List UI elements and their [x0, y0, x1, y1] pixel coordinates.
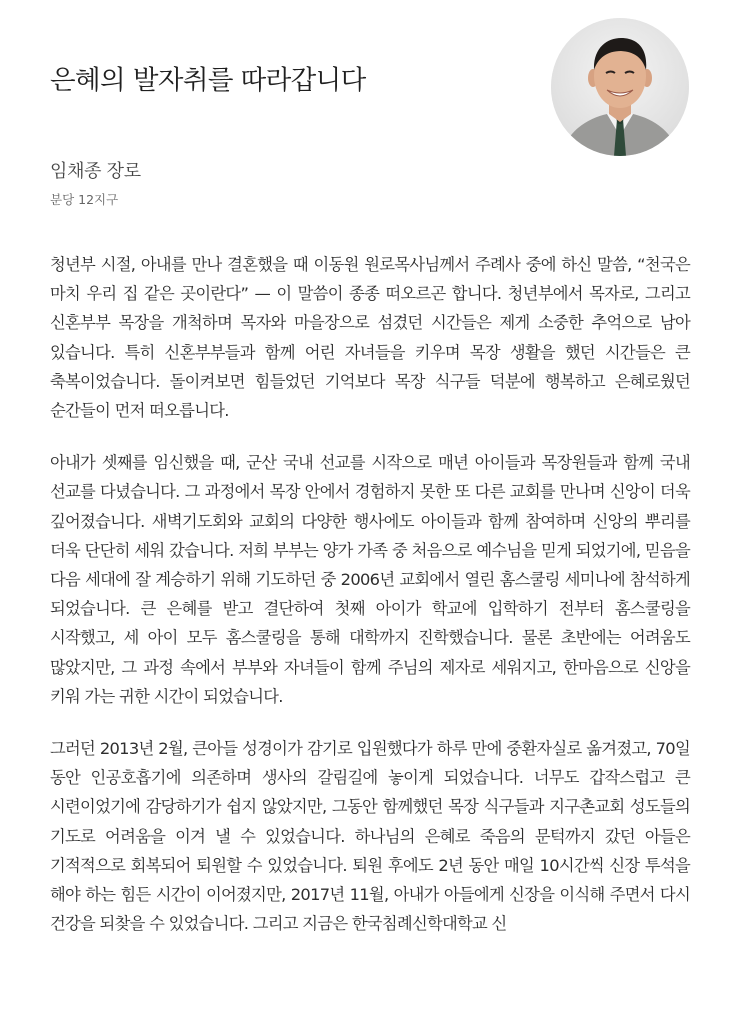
body-paragraph: 그러던 2013년 2월, 큰아들 성경이가 감기로 입원했다가 하루 만에 중환자실로 옮겨졌고, 70일 동안 인공호흡기에 의존하며 생사의 갈림길에 놓이게 되었습니다. 너무도 갑작스럽고 큰 시련이었기에 감당하기가 쉽지 않았지만, 그동안 함께했던 목장 식구들과 지구촌교회 성도들의 기도로 어려움을 이겨 낼 수 있었습니다. 하나님의 은혜로 죽음의 문턱까지 갔던 아들은 기적적으로 회복되어 퇴원할 수 있었습니다. 퇴원 후에도 2년 동안 매일 10시간씩 신장 투석을 해야 하는 힘든 시간이 이어졌지만, 2017년 11월, 아내가 아들에게 신장을 이식해 주면서 다시 건강을 되찾을 수 있었습니다. 그리고 지금은 한국침례신학대학교 신 [50, 739, 690, 934]
body-paragraph: 청년부 시절, 아내를 만나 결혼했을 때 이동원 원로목사님께서 주례사 중에 하신 말씀, “천국은 마치 우리 집 같은 곳이란다” — 이 말씀이 종종 떠오르곤 합니다. 청년부에서 목자로, 그리고 신혼부부 목장을 개척하며 목자와 마을장으로 섬겼던 시간들은 제게 소중한 추억으로 남아 있습니다. 특히 신혼부부들과 함께 어린 자녀들을 키우며 목장 생활을 했던 시간들은 큰 축복이었습니다. 돌이켜보면 힘들었던 기억보다 목장 식구들 덕분에 행복하고 은혜로웠던 순간들이 먼저 떠오릅니다. [50, 255, 690, 421]
author-portrait-photo [551, 18, 689, 156]
article-title: 은혜의 발자취를 따라갑니다 [50, 65, 366, 96]
article-body [50, 250, 690, 961]
body-paragraph: 아내가 셋째를 임신했을 때, 군산 국내 선교를 시작으로 매년 아이들과 목장원들과 함께 국내 선교를 다녔습니다. 그 과정에서 목장 안에서 경험하지 못한 또 다른 교회를 만나며 신앙이 더욱 깊어졌습니다. 새벽기도회와 교회의 다양한 행사에도 아이들과 함께 참여하며 신앙의 뿌리를 더욱 단단히 세워 갔습니다. 저희 부부는 양가 가족 중 처음으로 예수님을 믿게 되었기에, 믿음을 다음 세대에 잘 계승하기 위해 기도하던 중 2006년 교회에서 열린 홈스쿨링 세미나에 참석하게 되었습니다. 큰 은혜를 받고 결단하여 첫째 아이가 학교에 입학하기 전부터 홈스쿨링을 시작했고, 세 아이 모두 홈스쿨링을 통해 대학까지 진학했습니다. 물론 초반에는 어려움도 많았지만, 그 과정 속에서 부부와 자녀들이 함께 주님의 제자로 세워지고, 한마음으로 신앙을 키워 가는 귀한 시간이 되었습니다. [50, 453, 690, 706]
author-name: 임채종 장로 [50, 161, 141, 182]
author-affiliation: 분당 12지구 [50, 192, 119, 207]
smiling-man-portrait-icon [551, 18, 689, 156]
